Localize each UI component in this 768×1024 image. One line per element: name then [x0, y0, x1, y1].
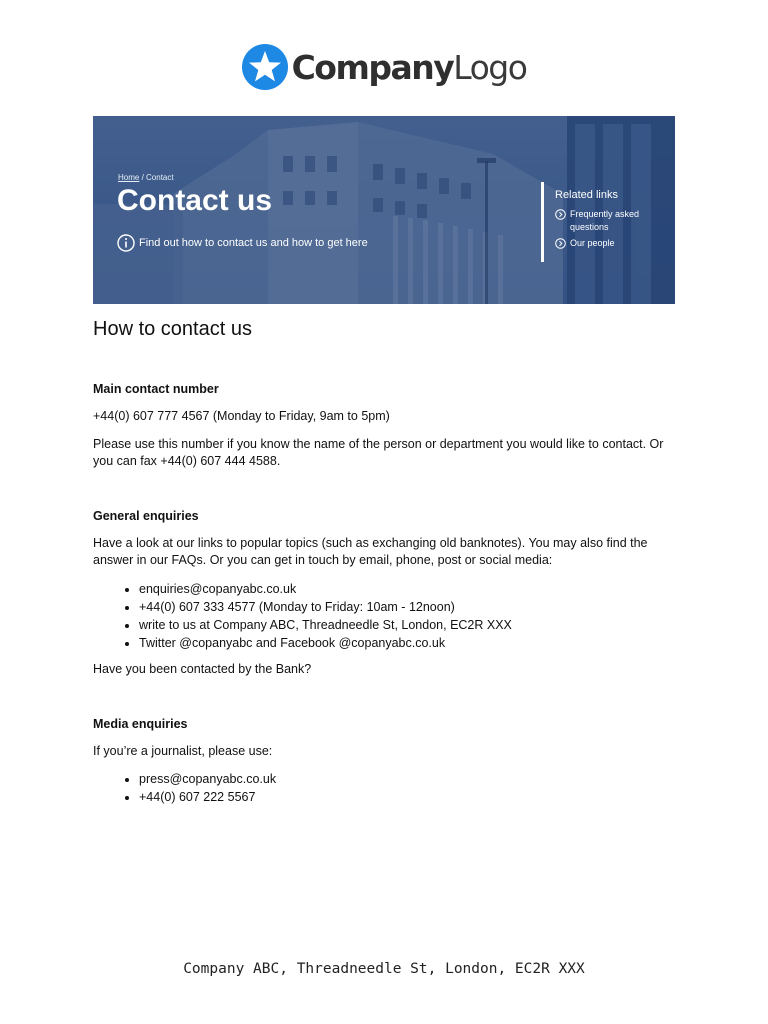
related-links-divider	[541, 182, 544, 262]
general-enquiries-closing: Have you been contacted by the Bank?	[93, 662, 312, 676]
list-item: • +44(0) 607 333 4577 (Monday to Friday: 10am - 12noon)	[139, 598, 683, 616]
banner-title: Contact us	[117, 184, 273, 217]
general-enquiries-heading: General enquiries	[93, 509, 199, 523]
related-link-our-people[interactable]	[555, 237, 670, 250]
chevron-right-circle-icon	[555, 209, 566, 220]
main-contact-phone: +44(0) 607 777 4567 (Monday to Friday, 9am to 5pm)	[93, 409, 390, 423]
banner-subtitle-row	[117, 234, 368, 252]
chevron-right-circle-icon	[555, 238, 566, 249]
related-link-label: Frequently asked questions	[570, 209, 640, 232]
media-enquiries-heading: Media enquiries	[93, 717, 188, 731]
related-link-faq[interactable]	[555, 208, 670, 234]
general-enquiries-list	[93, 580, 683, 652]
page-footer: Company ABC, Threadneedle St, London, EC2R XXX	[183, 961, 585, 977]
company-logo	[0, 44, 768, 90]
list-item: • enquiries@copanyabc.co.uk	[139, 580, 683, 598]
logo-bold-text: Company	[291, 47, 454, 87]
related-links-panel	[555, 189, 670, 253]
breadcrumb-home-link[interactable]: Home	[118, 173, 140, 182]
page-title: How to contact us	[93, 318, 252, 340]
logo-light-text: Logo	[453, 47, 527, 87]
list-item: • press@copanyabc.co.uk	[139, 770, 683, 788]
info-icon	[117, 234, 135, 252]
main-contact-heading: Main contact number	[93, 382, 219, 396]
related-links-title: Related links	[555, 189, 618, 201]
page-content	[93, 315, 683, 806]
logo-wordmark	[292, 48, 527, 87]
media-enquiries-list	[93, 770, 683, 806]
list-item: • write to us at Company ABC, Threadneedle St, London, EC2R XXX	[139, 616, 683, 634]
media-enquiries-intro: If you’re a journalist, please use:	[93, 744, 273, 758]
related-link-label: Our people	[570, 238, 615, 248]
main-contact-note: Please use this number if you know the name of the person or department you would like to contact. Or you can fax +44(0) 607 444 4588.	[93, 437, 664, 468]
breadcrumb-separator: /	[139, 173, 147, 182]
general-enquiries-intro: Have a look at our links to popular topics (such as exchanging old banknotes). You may also find the answer in our FAQs. Or you can get in touch by email, phone, post or social media:	[93, 536, 648, 567]
list-item: • Twitter @copanyabc and Facebook @copanyabc.co.uk	[139, 634, 683, 652]
breadcrumb-current: Contact	[146, 173, 174, 182]
list-item: • +44(0) 607 222 5567	[139, 788, 683, 806]
star-icon	[242, 44, 288, 90]
hero-banner	[93, 116, 675, 304]
breadcrumb	[118, 173, 174, 182]
banner-subtitle: Find out how to contact us and how to get here	[139, 237, 368, 249]
